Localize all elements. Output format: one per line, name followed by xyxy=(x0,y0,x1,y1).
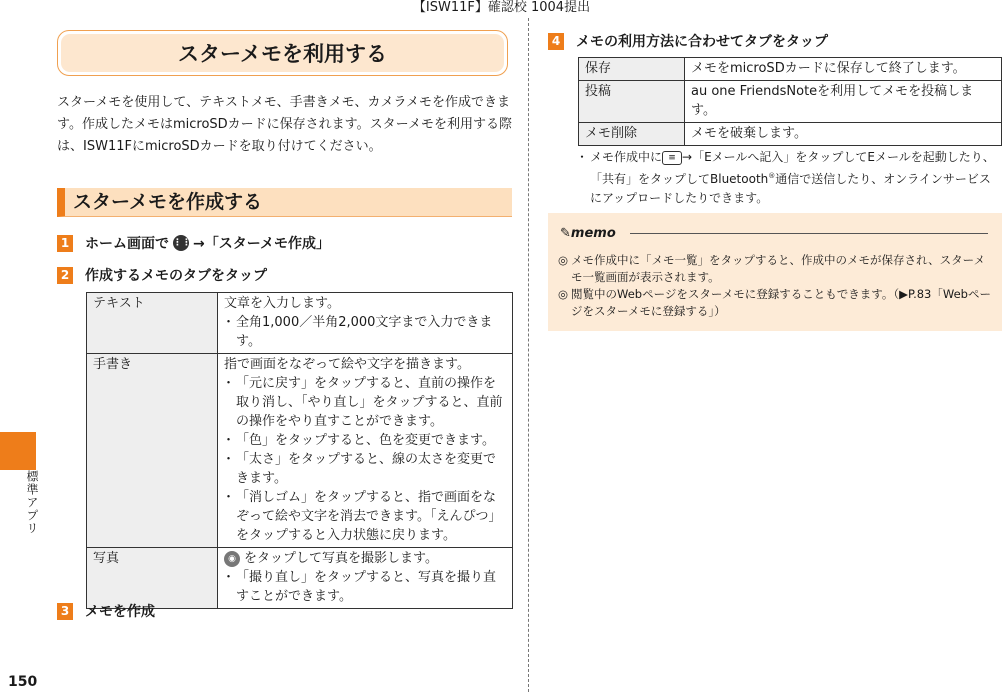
table-value: メモをmicroSDカードに保存して終了します。 xyxy=(685,58,1002,81)
title-box xyxy=(57,30,508,76)
step-1 xyxy=(57,233,330,253)
bullet-item: ・ 「色」をタップすると、色を変更できます。 xyxy=(224,431,506,450)
table-row xyxy=(579,123,1002,146)
table-text: 文章を入力します。 xyxy=(224,296,340,311)
table-key: 保存 xyxy=(579,58,685,81)
table-key: 手書き xyxy=(87,354,218,548)
bullet-item: ・ 全角1,000／半角2,000文字まで入力できます。 xyxy=(224,313,506,351)
note-text: →「Eメールへ記入」をタップしてEメールを起動したり、「共有」をタップしてBluetooth xyxy=(590,150,995,186)
table-row xyxy=(87,293,513,354)
table-text: 指で画面をなぞって絵や文字を描きます。 xyxy=(224,357,470,372)
memo-label xyxy=(560,226,616,241)
bullet-item xyxy=(578,148,1002,208)
bullet-item: ・ 「消しゴム」をタップすると、指で画面をなぞって絵や文字を消去できます。「えんぴつ」をタップすると入力状態に戻ります。 xyxy=(224,488,506,545)
note-text: 通信で送信したり、オンラインサービスにアップロードしたりできます。 xyxy=(590,172,991,205)
table-key: 写真 xyxy=(87,548,218,609)
step-number: 2 xyxy=(57,267,73,284)
camera-icon: ◉ xyxy=(224,551,240,567)
step-text: ホーム画面で xyxy=(85,236,169,252)
table-key: メモ削除 xyxy=(579,123,685,146)
page-header: 【ISW11F】確認校 1004提出 xyxy=(412,0,591,15)
step-number: 1 xyxy=(57,235,73,252)
memo-item: ◎ メモ作成中に「メモ一覧」をタップすると、作成中のメモが保存され、スターメモ一覧画面が表示されます。 xyxy=(558,252,994,286)
usage-table xyxy=(578,57,1002,146)
table-value: メモを破棄します。 xyxy=(685,123,1002,146)
table-row xyxy=(87,354,513,548)
bullet-item: ・ 「太さ」をタップすると、線の太さを変更できます。 xyxy=(224,450,506,488)
step-text: メモを作成 xyxy=(85,604,155,620)
step-text: 作成するメモのタブをタップ xyxy=(85,268,267,284)
step-text: メモの利用方法に合わせてタブをタップ xyxy=(576,34,828,50)
intro-paragraph: スターメモを使用して、テキストメモ、手書きメモ、カメラメモを作成できます。作成したメモはmicroSDカードに保存されます。スターメモを利用する際は、ISW11FにmicroSDカードを取り付けてください。 xyxy=(57,95,512,154)
chapter-label: 標準アプリ xyxy=(25,470,39,535)
bullet-item: ・ 「撮り直し」をタップすると、写真を撮り直すことができます。 xyxy=(224,568,506,606)
table-row xyxy=(579,81,1002,123)
note-text: メモ作成中に xyxy=(590,150,663,164)
step-2 xyxy=(57,265,267,285)
column-divider xyxy=(528,18,529,692)
memo-content xyxy=(558,252,994,320)
memo-divider xyxy=(630,233,988,234)
step-number: 3 xyxy=(57,603,73,620)
app-launcher-icon: ⋮⋮ xyxy=(173,235,189,251)
section-heading: スターメモを作成する xyxy=(57,188,512,217)
page-title: スターメモを利用する xyxy=(61,34,504,72)
chapter-tab xyxy=(0,432,36,470)
page-number: 150 xyxy=(8,674,38,690)
memo-type-table xyxy=(86,292,513,609)
step-number: 4 xyxy=(548,33,564,50)
table-value xyxy=(218,293,513,354)
memo-label-text: memo xyxy=(570,226,616,241)
memo-item: ◎ 閲覧中のWebページをスターメモに登録することもできます。（▶P.83「Webページをスターメモに登録する」） xyxy=(558,286,994,320)
table-value xyxy=(218,548,513,609)
table-text-span: をタップして写真を撮影します。 xyxy=(244,551,438,566)
table-row xyxy=(87,548,513,609)
bullet-item: ・ 「元に戻す」をタップすると、直前の操作を取り消し、「やり直し」をタップすると、直前の操作をやり直すことができます。 xyxy=(224,374,506,431)
step-4 xyxy=(548,31,828,51)
table-text xyxy=(224,549,506,568)
table-key: 投稿 xyxy=(579,81,685,123)
table-value xyxy=(218,354,513,548)
table-key: テキスト xyxy=(87,293,218,354)
table-value: au one FriendsNoteを利用してメモを投稿します。 xyxy=(685,81,1002,123)
pencil-icon: ✎ xyxy=(560,226,571,241)
table-row xyxy=(579,58,1002,81)
step-text: →「スターメモ作成」 xyxy=(193,236,331,252)
menu-key-icon: ≡ xyxy=(662,151,682,165)
registered-mark: ® xyxy=(768,172,776,180)
step-3 xyxy=(57,601,155,621)
usage-note xyxy=(578,148,1002,208)
